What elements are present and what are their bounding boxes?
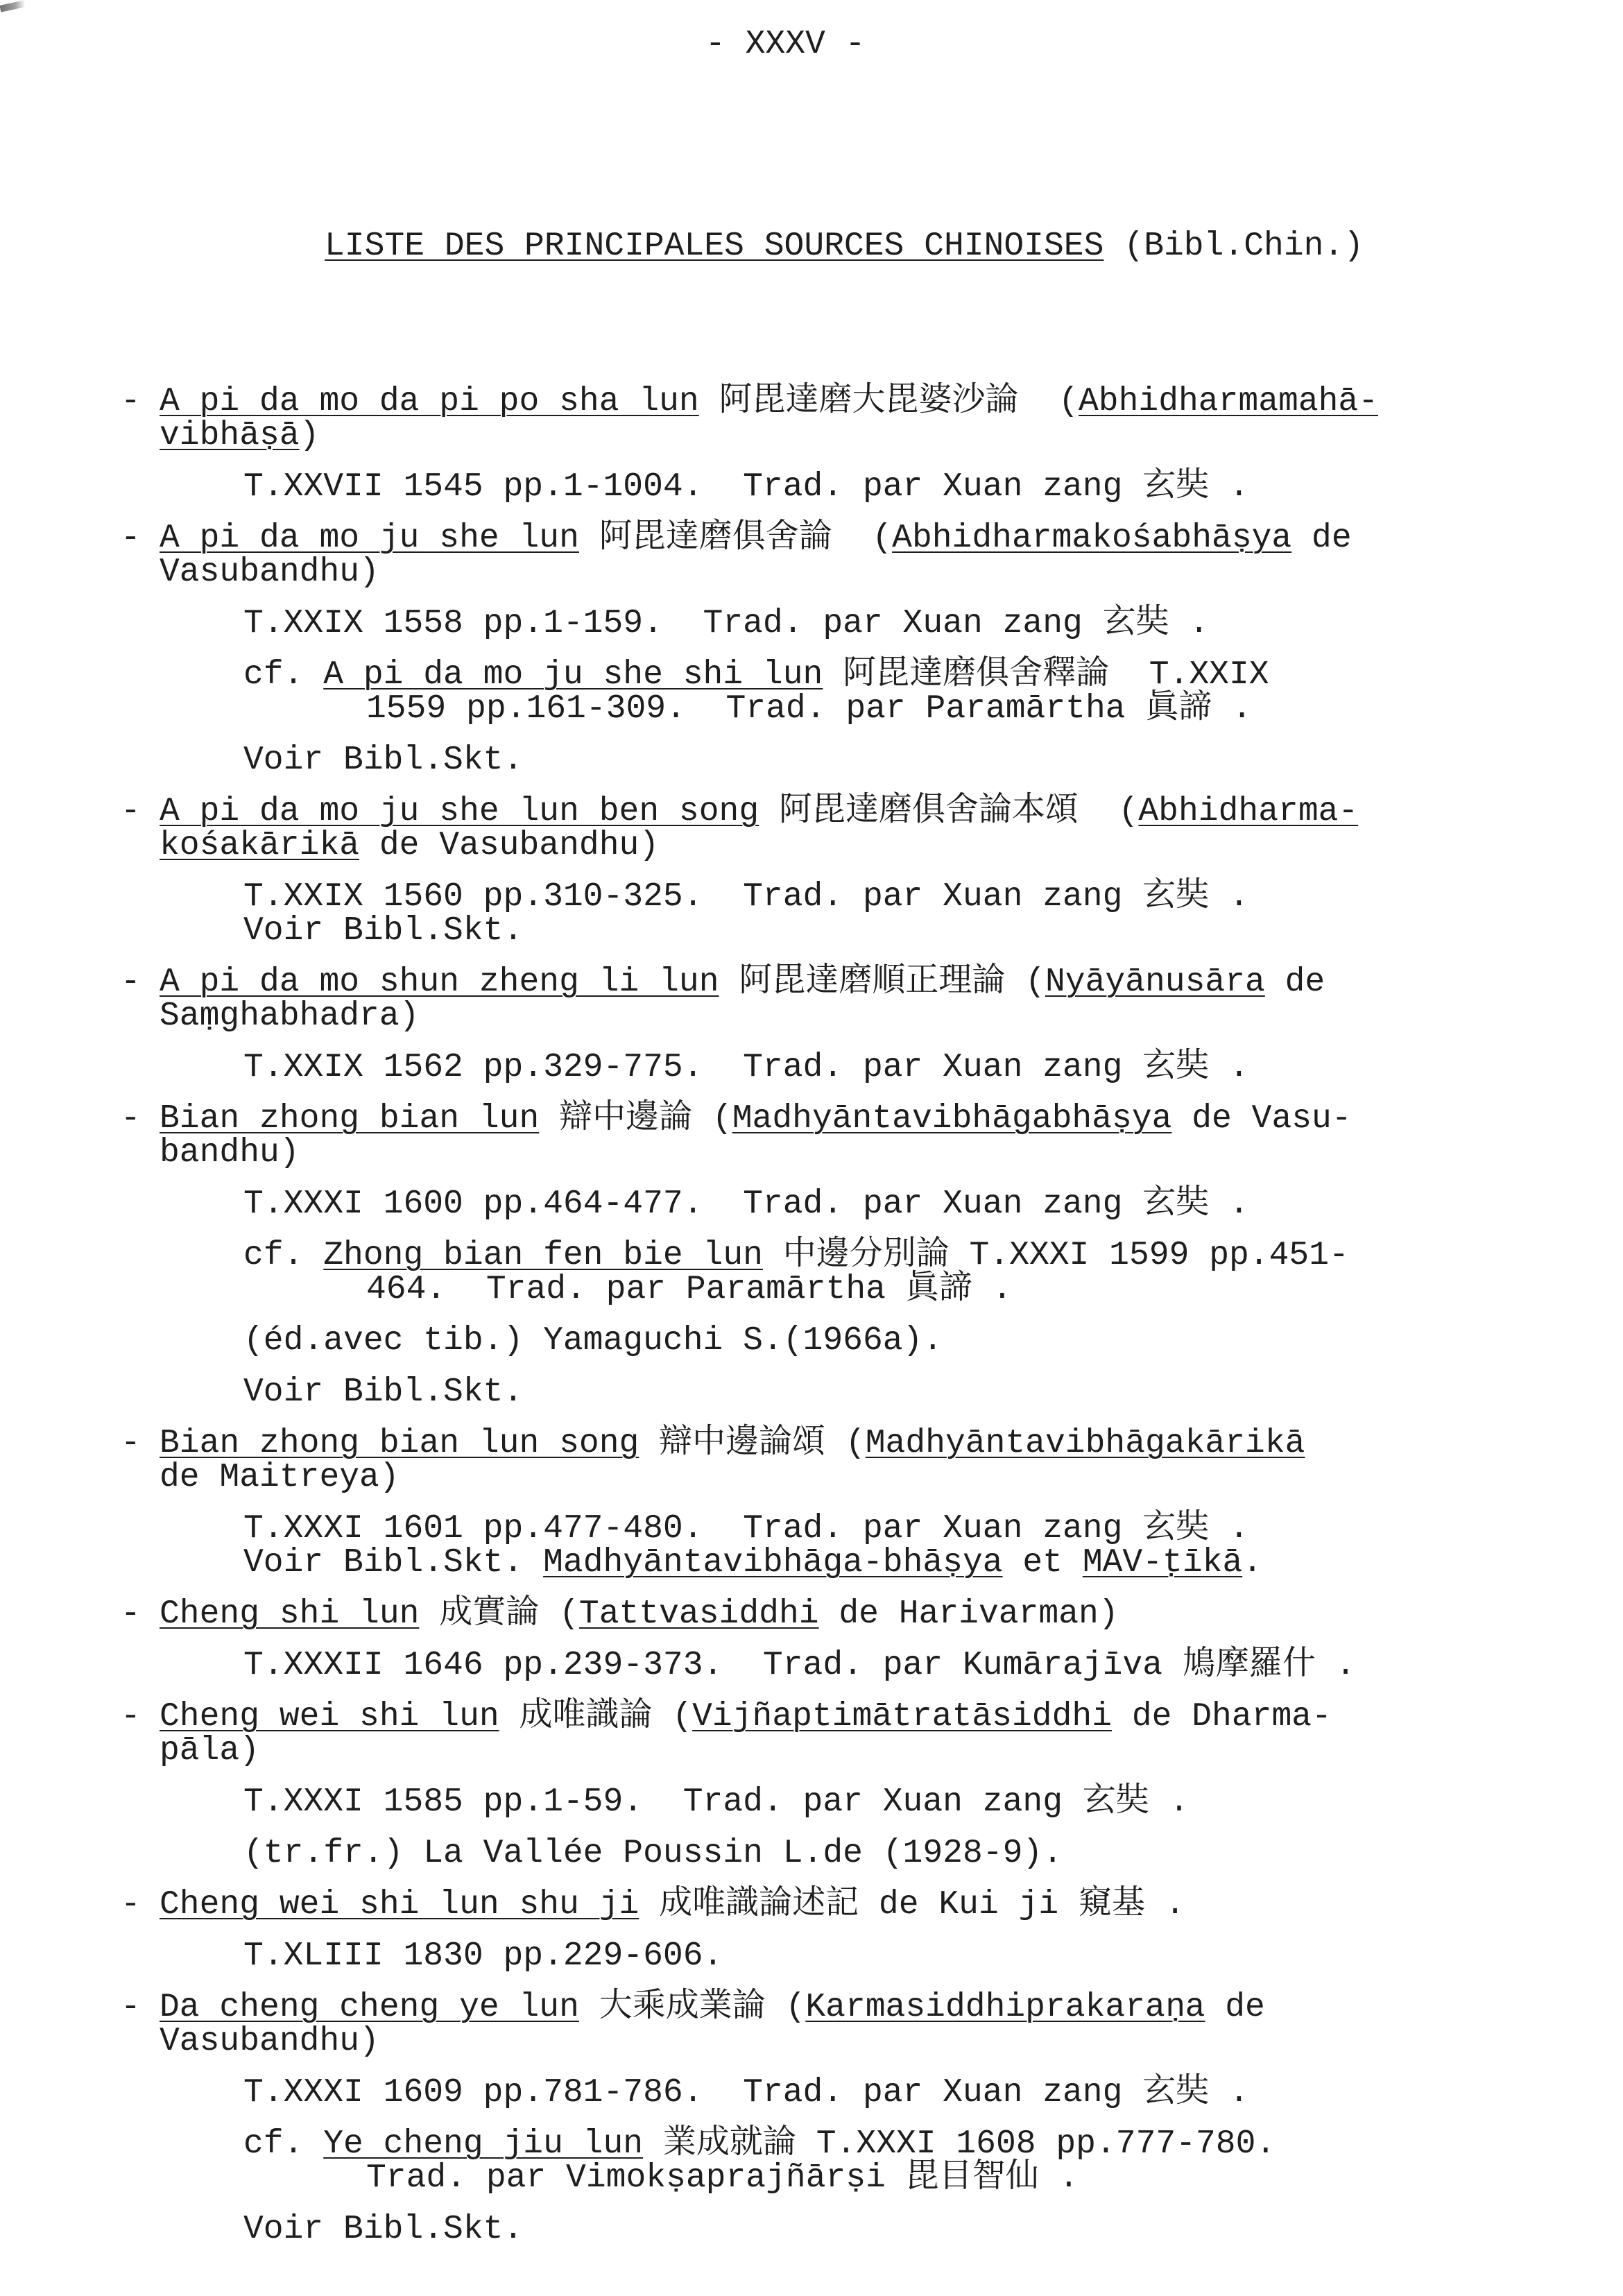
heading-text: de (1291, 520, 1352, 557)
reference-text: T.XXVII 1545 pp.1-1004. Trad. par Xuan zang 玄奘 . (243, 468, 1249, 506)
entry-heading-line (0, 1888, 1623, 1922)
cross-reference-note (0, 1239, 1623, 1307)
reference-line (0, 2127, 1623, 2161)
entry-heading-line (0, 829, 1623, 863)
reference-text: Trad. par Vimokṣaprajñārṣi 毘目智仙 . (366, 2159, 1079, 2197)
entry-heading-line (0, 1136, 1623, 1170)
reference-text: et (1002, 1544, 1083, 1582)
entry-bullet: - (121, 383, 141, 420)
heading-text: de Harivarman) (818, 1595, 1119, 1633)
reference-text: 中邊分別論 T.XXXI 1599 pp.451- (762, 1237, 1349, 1274)
bibliography-entry (0, 1888, 1623, 1922)
reference-note (0, 1939, 1623, 1973)
bibliography-entry (0, 1597, 1623, 1631)
heading-text: pāla) (160, 1732, 260, 1770)
bibliography-list (0, 385, 1623, 2247)
sanskrit-title: Nyāyānusāra (1045, 963, 1265, 1001)
entry-heading-line (0, 522, 1623, 556)
pinyin-title: A pi da mo ju she lun (160, 520, 579, 557)
sanskrit-title: Madhyāntavibhāgakārikā (865, 1425, 1305, 1462)
reference-text: Voir Bibl.Skt. (243, 2211, 524, 2248)
sanskrit-title: MAV-ṭīkā (1082, 1544, 1243, 1582)
reference-line (0, 1324, 1623, 1358)
reference-text: T.XXIX 1560 pp.310-325. Trad. par Xuan zang 玄奘 . (243, 878, 1249, 916)
heading-text: ) (299, 417, 320, 454)
pinyin-title: A pi da mo ju she lun ben song (160, 793, 759, 830)
reference-text: T.XXXII 1646 pp.239-373. Trad. par Kumārajīva 鳩摩羅什 . (243, 1647, 1356, 1684)
reference-note (0, 1512, 1623, 1580)
pinyin-title: Bian zhong bian lun (160, 1100, 540, 1138)
reference-line (0, 1546, 1623, 1580)
reference-line (0, 692, 1623, 726)
pinyin-title: Cheng shi lun (160, 1595, 420, 1633)
entry-bullet: - (121, 1425, 141, 1462)
reference-line (0, 1051, 1623, 1085)
heading-text: 阿毘達磨俱舍論 ( (578, 520, 893, 557)
reference-note (0, 880, 1623, 948)
bibliography-entry (0, 963, 1623, 1035)
reference-note (0, 2213, 1623, 2247)
entry-heading-line (0, 419, 1623, 453)
entry-heading-line (0, 1102, 1623, 1136)
page-number: - XXXV - (705, 26, 866, 63)
sanskrit-title: Karmasiddhiprakaraṇa (805, 1989, 1205, 2026)
reference-line (0, 744, 1623, 778)
scan-artifact (0, 0, 26, 12)
reference-note (0, 607, 1623, 641)
reference-line (0, 914, 1623, 948)
entry-bullet: - (121, 1698, 141, 1736)
page-title (325, 230, 1364, 264)
entry-bullet: - (121, 793, 141, 830)
reference-line (0, 607, 1623, 641)
reference-text: 1559 pp.161-309. Trad. par Paramārtha 眞諦 . (366, 690, 1252, 728)
reference-line (0, 1373, 1623, 1411)
bibliography-entry (0, 522, 1623, 590)
entry-heading-line (0, 556, 1623, 590)
cross-reference-note (0, 2127, 1623, 2195)
heading-text: bandhu) (160, 1134, 300, 1172)
entry-bullet: - (121, 1989, 141, 2026)
heading-text: de Dharma- (1112, 1698, 1332, 1736)
reference-line (0, 2076, 1623, 2110)
reference-text: Voir Bibl.Skt. (243, 742, 524, 779)
sanskrit-title: Tattvasiddhi (578, 1595, 819, 1633)
heading-text: 大乘成業論 ( (578, 1989, 806, 2026)
entry-bullet: - (121, 1100, 141, 1138)
reference-line (0, 1273, 1623, 1307)
heading-text: 成實論 ( (419, 1595, 579, 1633)
entry-heading-line (0, 1427, 1623, 1461)
entry-heading-line (0, 1734, 1623, 1768)
heading-text: Vasubandhu) (160, 554, 379, 591)
pinyin-title: Da cheng cheng ye lun (160, 1989, 579, 2026)
heading-text: 阿毘達磨大毘婆沙論 ( (698, 383, 1079, 420)
reference-note (0, 1185, 1623, 1223)
page-title-main: LISTE DES PRINCIPALES SOURCES CHINOISES (325, 228, 1104, 265)
reference-text: 464. Trad. par Paramārtha 眞諦 . (366, 1271, 1013, 1308)
entry-bullet: - (121, 520, 141, 557)
entry-bullet: - (121, 1595, 141, 1633)
reference-text: T.XXXI 1600 pp.464-477. Trad. par Xuan zang 玄奘 . (243, 1185, 1249, 1223)
reference-line (0, 1185, 1623, 1223)
sanskrit-title: Abhidharmakośabhāṣya (892, 520, 1292, 557)
heading-text: Saṃghabhadra) (160, 997, 420, 1035)
sanskrit-title: Madhyāntavibhāgabhāṣya (732, 1100, 1172, 1138)
heading-text: Vasubandhu) (160, 2023, 379, 2060)
reference-text: (tr.fr.) La Vallée Poussin L.de (1928-9). (243, 1835, 1063, 1872)
reference-line (0, 658, 1623, 692)
heading-text: 成唯識論述記 de Kui ji 窺基 . (639, 1886, 1185, 1924)
heading-text: de Vasu- (1171, 1100, 1352, 1138)
page-title-abbreviation: (Bibl.Chin.) (1124, 228, 1364, 265)
reference-note (0, 2076, 1623, 2110)
reference-text: 阿毘達磨俱舍釋論 T.XXIX (823, 656, 1269, 694)
heading-text: 阿毘達磨順正理論 ( (719, 963, 1045, 1001)
reference-line (0, 1837, 1623, 1871)
pinyin-title: Bian zhong bian lun song (160, 1425, 639, 1462)
cross-reference-note (0, 658, 1623, 726)
entry-heading-line (0, 1461, 1623, 1495)
sanskrit-title: Madhyāntavibhāga-bhāṣya (543, 1544, 1003, 1582)
sanskrit-title: kośakārikā (160, 827, 360, 864)
pinyin-title: A pi da mo da pi po sha lun (160, 383, 699, 420)
reference-text: Voir Bibl.Skt. (243, 1544, 544, 1582)
entry-heading-line (0, 385, 1623, 419)
heading-text: de (1264, 963, 1325, 1001)
reference-line (0, 1785, 1623, 1819)
entry-heading-line (0, 2025, 1623, 2059)
reference-text: T.XXXI 1609 pp.781-786. Trad. par Xuan zang 玄奘 . (243, 2074, 1249, 2111)
pinyin-title: Cheng wei shi lun (160, 1698, 499, 1736)
reference-line (0, 1512, 1623, 1546)
reference-note (0, 1785, 1623, 1819)
reference-note (0, 1324, 1623, 1358)
reference-text: T.XLIII 1830 pp.229-606. (243, 1937, 723, 1975)
sanskrit-title: Abhidharma- (1138, 793, 1359, 830)
heading-text: 辯中邊論頌 ( (639, 1425, 866, 1462)
reference-text: T.XXXI 1585 pp.1-59. Trad. par Xuan zang 玄奘 . (243, 1783, 1190, 1821)
bibliography-entry (0, 1427, 1623, 1495)
reference-line (0, 470, 1623, 504)
reference-note (0, 1649, 1623, 1683)
heading-text: 阿毘達磨俱舍論本頌 ( (759, 793, 1139, 830)
reference-text: . (1242, 1544, 1263, 1582)
reference-text: cf. (243, 656, 324, 694)
reference-text: cf. (243, 1237, 324, 1274)
reference-note (0, 1837, 1623, 1871)
entry-heading-line (0, 963, 1623, 1001)
heading-text: 辯中邊論 ( (539, 1100, 732, 1138)
reference-note (0, 470, 1623, 504)
pinyin-title: Cheng wei shi lun shu ji (160, 1886, 639, 1924)
heading-text: de (1205, 1989, 1265, 2026)
heading-text: 成唯識論 ( (499, 1698, 693, 1736)
reference-line (0, 880, 1623, 914)
entry-heading-line (0, 997, 1623, 1035)
bibliography-entry (0, 1700, 1623, 1768)
entry-heading-line (0, 1597, 1623, 1631)
reference-line (0, 2161, 1623, 2195)
entry-heading-line (0, 1700, 1623, 1734)
sanskrit-title: Abhidharmamahā- (1078, 383, 1379, 420)
reference-line (0, 2213, 1623, 2247)
reference-line (0, 1239, 1623, 1273)
reference-text: T.XXXI 1601 pp.477-480. Trad. par Xuan zang 玄奘 . (243, 1510, 1249, 1548)
reference-text: T.XXIX 1562 pp.329-775. Trad. par Xuan zang 玄奘 . (243, 1049, 1249, 1086)
heading-text: de Maitreya) (160, 1459, 400, 1496)
reference-text: T.XXIX 1558 pp.1-159. Trad. par Xuan zang 玄奘 . (243, 605, 1210, 642)
reference-note (0, 1051, 1623, 1085)
bibliography-entry (0, 1102, 1623, 1170)
entry-heading-line (0, 1991, 1623, 2025)
reference-line (0, 1649, 1623, 1683)
pinyin-title: A pi da mo shun zheng li lun (160, 963, 719, 1001)
reference-text: cf. (243, 2125, 324, 2163)
reference-text: 業成就論 T.XXXI 1608 pp.777-780. (643, 2125, 1276, 2163)
bibliography-entry (0, 795, 1623, 863)
sanskrit-title: Vijñaptimātratāsiddhi (692, 1698, 1113, 1736)
reference-note (0, 1373, 1623, 1411)
entry-bullet: - (121, 963, 141, 1001)
bibliography-entry (0, 1991, 1623, 2059)
sanskrit-title: vibhāṣā (160, 417, 300, 454)
reference-text: Voir Bibl.Skt. (243, 1373, 524, 1411)
cross-reference-title: A pi da mo ju she shi lun (323, 656, 823, 694)
heading-text: de Vasubandhu) (359, 827, 660, 864)
reference-line (0, 1939, 1623, 1973)
bibliography-entry (0, 385, 1623, 453)
cross-reference-title: Zhong bian fen bie lun (323, 1237, 763, 1274)
reference-text: (éd.avec tib.) Yamaguchi S.(1966a). (243, 1322, 943, 1360)
entry-heading-line (0, 795, 1623, 829)
reference-note (0, 744, 1623, 778)
reference-text: Voir Bibl.Skt. (243, 912, 524, 950)
entry-bullet: - (121, 1886, 141, 1924)
cross-reference-title: Ye cheng jiu lun (323, 2125, 644, 2163)
